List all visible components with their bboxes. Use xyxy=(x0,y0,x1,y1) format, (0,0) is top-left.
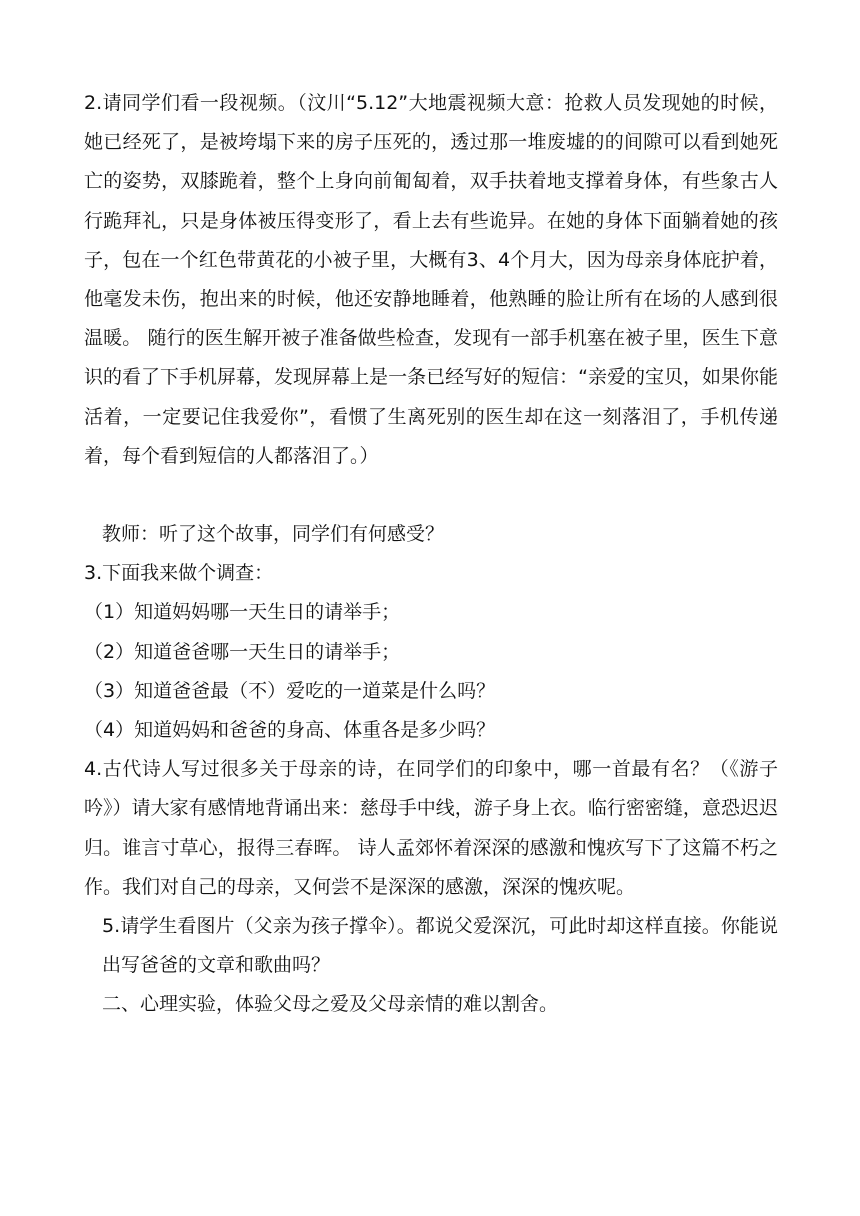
document-page xyxy=(84,84,778,1025)
survey-item-1: （1）知道妈妈哪一天生日的请举手； xyxy=(84,601,401,624)
survey-item-4: （4）知道妈妈和爸爸的身高、体重各是多少吗？ xyxy=(84,719,496,742)
teacher-question-paragraph: 教师：听了这个故事，同学们有何感受？ xyxy=(102,523,445,545)
survey-intro-paragraph: 3.下面我来做个调查： xyxy=(84,562,274,585)
poem-paragraph: 4.古代诗人写过很多关于母亲的诗，在同学们的印象中，哪一首最有名？（《游子吟》）请大家有感情地背诵出来：慈母手中线，游子身上衣。临行密密缝，意恐迟迟归。谁言寸草心，报得三春晖。 诗人孟郊怀着深深的感激和愧疚写下了这篇不朽之作。我们对自己的母亲，又何尝不是深深的感激，深深的愧疚呢。 xyxy=(84,758,778,898)
section-two-heading: 二、心理实验，体验父母之爱及父母亲情的难以割舍。 xyxy=(102,993,559,1016)
survey-item-2: （2）知道爸爸哪一天生日的请举手； xyxy=(84,640,401,663)
video-paragraph: 2.请同学们看一段视频。（汶川“5.12”大地震视频大意：抢救人员发现她的时候，她已经死了，是被垮塌下来的房子压死的，透过那一堆废墟的的间隙可以看到她死亡的姿势，双膝跪着，整个上身向前匍匐着，双手扶着地支撑着身体，有些象古人行跪拜礼，只是身体被压得变形了，看上去有些诡异。在她的身体下面躺着她的孩子，包在一个红色带黄花的小被子里，大概有3、4个月大，因为母亲身体庇护着，他毫发未伤，抱出来的时候，他还安静地睡着，他熟睡的脸让所有在场的人感到很温暖。 随行的医生解开被子准备做些检查，发现有一部手机塞在被子里，医生下意识的看了下手机屏幕，发现屏幕上是一条已经写好的短信：“亲爱的宝贝，如果你能活着，一定要记住我爱你”，看惯了生离死别的医生却在这一刻落泪了，手机传递着，每个看到短信的人都落泪了。） xyxy=(84,92,778,467)
survey-item-3: （3）知道爸爸最（不）爱吃的一道菜是什么吗？ xyxy=(84,679,496,702)
father-picture-paragraph: 5.请学生看图片（父亲为孩子撑伞）。都说父爱深沉，可此时却这样直接。你能说出写爸爸的文章和歌曲吗？ xyxy=(102,915,778,977)
